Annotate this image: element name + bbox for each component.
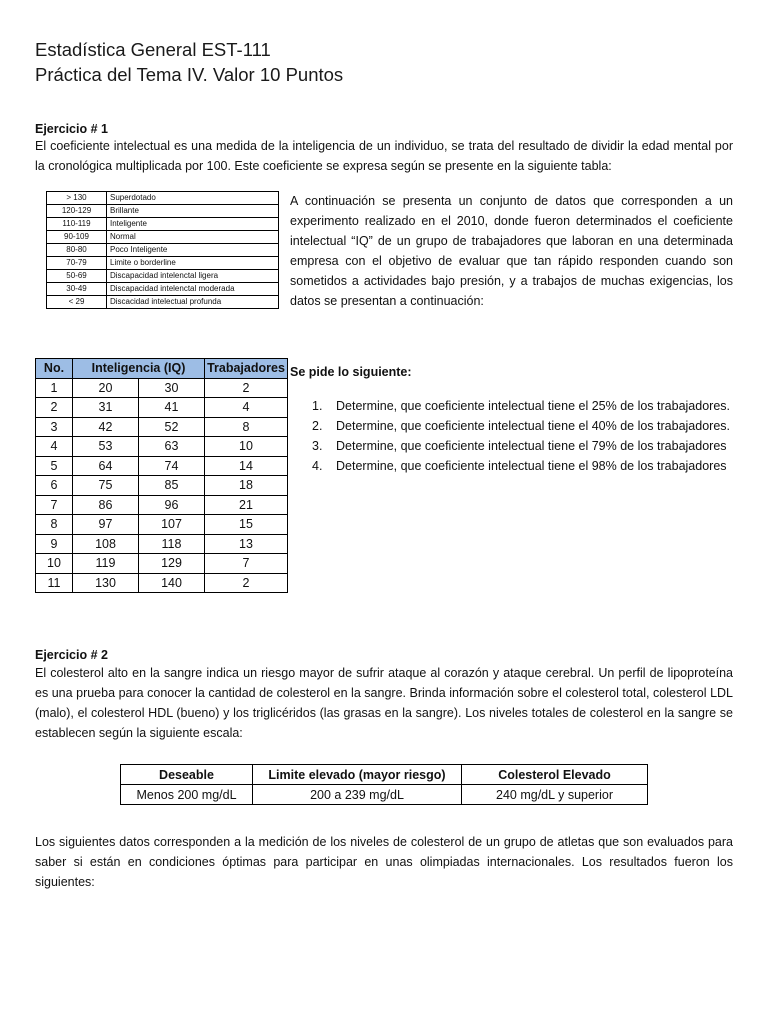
iq-lower: 97 xyxy=(73,515,139,535)
table-row xyxy=(36,573,288,593)
scale-range: 120-129 xyxy=(47,205,107,218)
scale-row xyxy=(47,296,279,309)
workers-count: 2 xyxy=(205,378,288,398)
list-text: Determine, que coeficiente intelectual tiene el 40% de los trabajadores. xyxy=(336,419,730,433)
scale-row xyxy=(47,218,279,231)
iq-scale-table xyxy=(46,191,279,309)
page-subtitle: Práctica del Tema IV. Valor 10 Puntos xyxy=(35,64,344,85)
exercise-1-intro: El coeficiente intelectual es una medida de la inteligencia de un individuo, se trata del resultado de dividir la edad mental por la cronológica multiplicada por 100. Este coeficiente se expresa según se presente en la siguiente tabla: xyxy=(35,139,733,173)
scale-row xyxy=(47,270,279,283)
exercise-2-heading: Ejercicio # 2 xyxy=(35,648,108,662)
asks-list xyxy=(312,396,730,476)
iq-upper: 85 xyxy=(139,476,205,496)
workers-count: 7 xyxy=(205,554,288,574)
iq-lower: 64 xyxy=(73,456,139,476)
iq-lower: 42 xyxy=(73,417,139,437)
scale-label: Discacidad intelectual profunda xyxy=(107,296,279,309)
row-number: 2 xyxy=(36,398,73,418)
iq-upper: 107 xyxy=(139,515,205,535)
experiment-description: A continuación se presenta un conjunto de datos que corresponden a un experimento realizado en el 2010, donde fueron determinados el coeficiente intelectual “IQ” de un grupo de trabajadores que laboran en una determinada empresa con el objetivo de evaluar que tan rápido responden cuando son sometidos a actividades bajo presión, y a trabajos de muchas exigencias, los datos se presentan a continuación: xyxy=(290,194,733,308)
exercise-2-intro: El colesterol alto en la sangre indica un riesgo mayor de sufrir ataque al corazón y ataque cerebral. Un perfil de lipoproteína es una prueba para conocer la cantidad de colesterol en la sangre. Brinda información sobre el colesterol total, colesterol LDL (malo), el colesterol HDL (bueno) y los triglicéridos (las grasas en la sangre). Los niveles totales de colesterol en la sangre se establecen según la siguiente escala: xyxy=(35,666,733,740)
list-item xyxy=(312,416,730,436)
row-number: 9 xyxy=(36,534,73,554)
row-number: 1 xyxy=(36,378,73,398)
list-text: Determine, que coeficiente intelectual tiene el 79% de los trabajadores xyxy=(336,439,727,453)
exercise-1-heading: Ejercicio # 1 xyxy=(35,122,108,136)
table-row xyxy=(36,378,288,398)
table-row xyxy=(36,515,288,535)
scale-range: 70-79 xyxy=(47,257,107,270)
scale-row xyxy=(47,244,279,257)
list-number: 3. xyxy=(312,439,323,453)
scale-range: 110-119 xyxy=(47,218,107,231)
row-number: 7 xyxy=(36,495,73,515)
table-row xyxy=(36,476,288,496)
col-header-workers: Trabajadores xyxy=(205,359,288,379)
row-number: 10 xyxy=(36,554,73,574)
iq-lower: 86 xyxy=(73,495,139,515)
scale-label: Poco Inteligente xyxy=(107,244,279,257)
table-row xyxy=(36,456,288,476)
list-item xyxy=(312,436,730,456)
iq-upper: 63 xyxy=(139,437,205,457)
iq-lower: 31 xyxy=(73,398,139,418)
table-row xyxy=(36,495,288,515)
table-row xyxy=(36,437,288,457)
chol-header-desirable: Deseable xyxy=(121,765,253,785)
iq-upper: 118 xyxy=(139,534,205,554)
scale-row xyxy=(47,205,279,218)
list-text: Determine, que coeficiente intelectual tiene el 98% de los trabajadores xyxy=(336,459,727,473)
list-number: 4. xyxy=(312,459,323,473)
row-number: 11 xyxy=(36,573,73,593)
workers-count: 14 xyxy=(205,456,288,476)
row-number: 6 xyxy=(36,476,73,496)
iq-lower: 75 xyxy=(73,476,139,496)
scale-row xyxy=(47,257,279,270)
iq-upper: 129 xyxy=(139,554,205,574)
scale-range: 30-49 xyxy=(47,283,107,296)
workers-count: 21 xyxy=(205,495,288,515)
row-number: 3 xyxy=(36,417,73,437)
table-row xyxy=(36,417,288,437)
scale-range: < 29 xyxy=(47,296,107,309)
scale-range: 80-80 xyxy=(47,244,107,257)
workers-count: 8 xyxy=(205,417,288,437)
chol-header-borderline: Limite elevado (mayor riesgo) xyxy=(253,765,462,785)
scale-row xyxy=(47,192,279,205)
workers-count: 10 xyxy=(205,437,288,457)
workers-count: 13 xyxy=(205,534,288,554)
col-header-no: No. xyxy=(36,359,73,379)
row-number: 5 xyxy=(36,456,73,476)
scale-label: Brillante xyxy=(107,205,279,218)
chol-value-borderline: 200 a 239 mg/dL xyxy=(253,785,462,805)
chol-value-high: 240 mg/dL y superior xyxy=(462,785,648,805)
workers-count: 18 xyxy=(205,476,288,496)
scale-label: Limite o borderline xyxy=(107,257,279,270)
iq-upper: 52 xyxy=(139,417,205,437)
chol-header-high: Colesterol Elevado xyxy=(462,765,648,785)
scale-range: 90-109 xyxy=(47,231,107,244)
scale-label: Discapacidad intelenctal ligera xyxy=(107,270,279,283)
workers-count: 4 xyxy=(205,398,288,418)
asks-heading: Se pide lo siguiente: xyxy=(290,365,412,379)
row-number: 8 xyxy=(36,515,73,535)
scale-label: Superdotado xyxy=(107,192,279,205)
list-number: 1. xyxy=(312,399,323,413)
iq-data-table xyxy=(35,358,288,593)
iq-upper: 41 xyxy=(139,398,205,418)
iq-upper: 140 xyxy=(139,573,205,593)
list-number: 2. xyxy=(312,419,323,433)
table-row xyxy=(36,534,288,554)
row-number: 4 xyxy=(36,437,73,457)
iq-lower: 130 xyxy=(73,573,139,593)
iq-upper: 74 xyxy=(139,456,205,476)
scale-range: 50-69 xyxy=(47,270,107,283)
table-row xyxy=(36,554,288,574)
iq-lower: 108 xyxy=(73,534,139,554)
workers-count: 2 xyxy=(205,573,288,593)
iq-lower: 119 xyxy=(73,554,139,574)
iq-upper: 96 xyxy=(139,495,205,515)
list-text: Determine, que coeficiente intelectual tiene el 25% de los trabajadores. xyxy=(336,399,730,413)
scale-range: > 130 xyxy=(47,192,107,205)
chol-value-desirable: Menos 200 mg/dL xyxy=(121,785,253,805)
scale-row xyxy=(47,231,279,244)
scale-label: Normal xyxy=(107,231,279,244)
scale-label: Inteligente xyxy=(107,218,279,231)
workers-count: 15 xyxy=(205,515,288,535)
iq-upper: 30 xyxy=(139,378,205,398)
cholesterol-table xyxy=(120,764,648,805)
iq-lower: 53 xyxy=(73,437,139,457)
col-header-iq: Inteligencia (IQ) xyxy=(73,359,205,379)
scale-row xyxy=(47,283,279,296)
table-row xyxy=(36,398,288,418)
exercise-2-closing: Los siguientes datos corresponden a la medición de los niveles de colesterol de un grupo de atletas que son evaluados para saber si están en condiciones óptimas para participar en unas olimpiadas internacionales. Los resultados fueron los siguientes: xyxy=(35,835,733,889)
iq-lower: 20 xyxy=(73,378,139,398)
list-item xyxy=(312,456,730,476)
list-item xyxy=(312,396,730,416)
scale-label: Discapacidad intelenctal moderada xyxy=(107,283,279,296)
page-title: Estadística General EST-111 xyxy=(35,39,271,60)
